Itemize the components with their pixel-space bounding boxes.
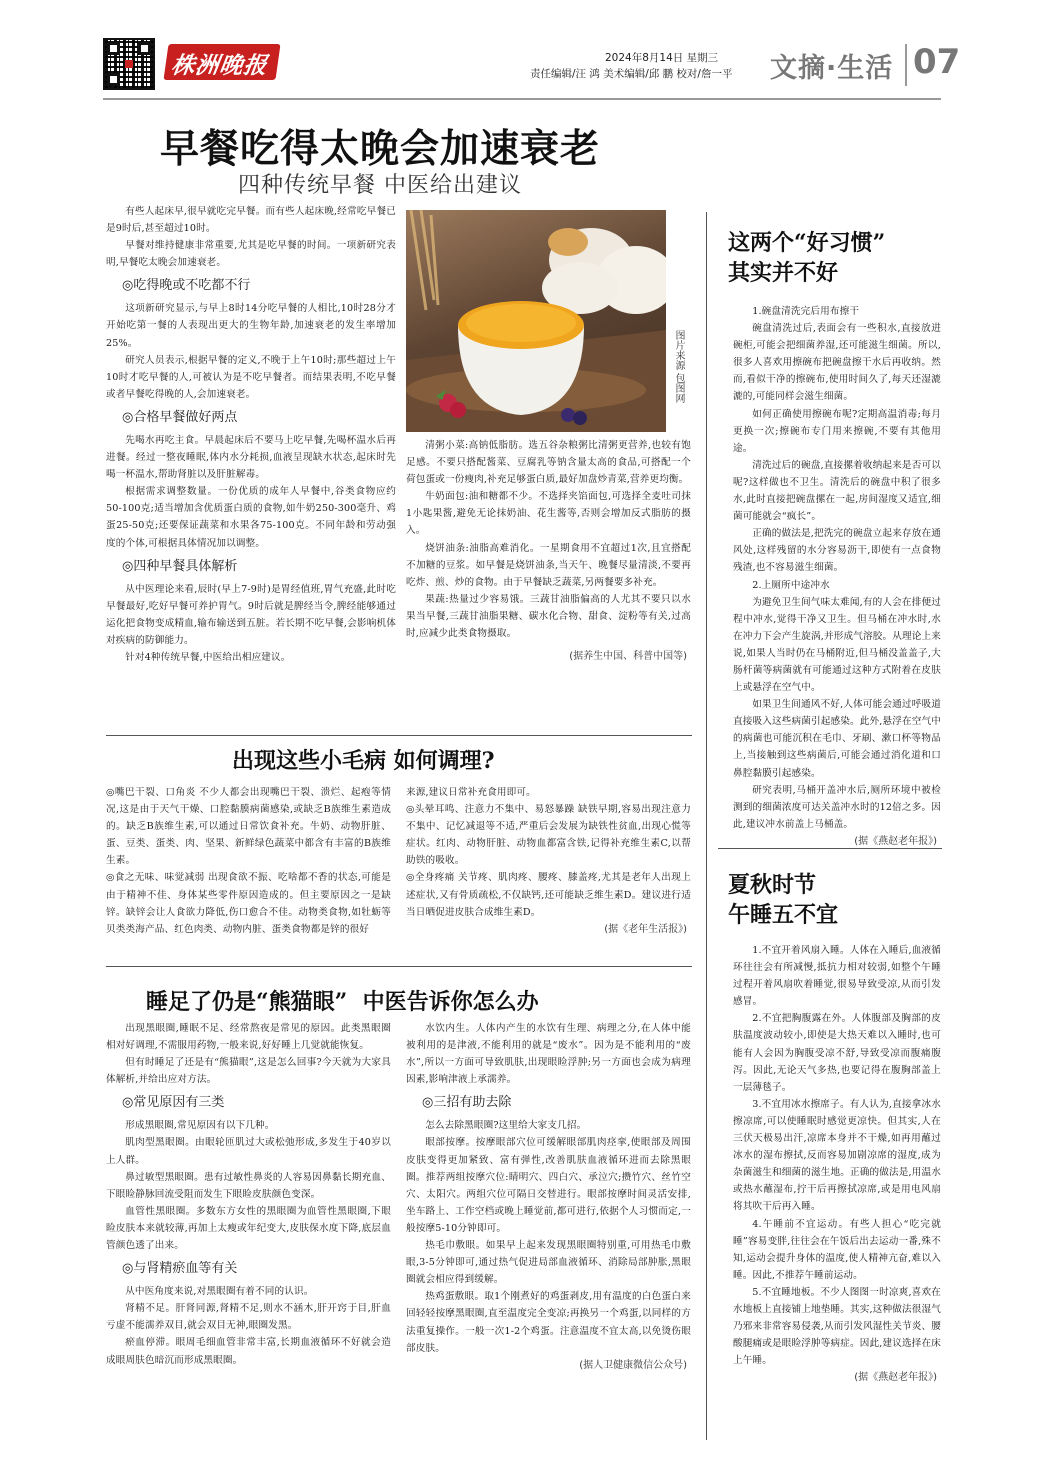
section-heading: ◎合格早餐做好两点 bbox=[122, 409, 238, 425]
section-paragraph: 肾精不足。肝肾同源,肾精不足,则水不涵木,肝开窍于目,肝血亏虚不能濡养双目,就会双目无神,眼圈发黑。 bbox=[106, 1303, 391, 1332]
sidebar-paragraph: 如果卫生间通风不好,人体可能会通过呼吸道直接吸入这些病菌引起感染。此外,悬浮在空气中的病菌也可能沉积在毛巾、牙刷、漱口杯等物品上,当接触到这些病菌后,可能会通过消化道和口鼻腔黏膜引起感染。 bbox=[733, 699, 941, 779]
main-article-subtitle: 四种传统早餐 中医给出建议 bbox=[238, 173, 522, 198]
article-divider bbox=[106, 966, 692, 967]
article2-column-1 bbox=[106, 784, 391, 938]
main-article-column-1 bbox=[106, 203, 396, 666]
section-heading: ◎三招有助去除 bbox=[422, 1095, 512, 1111]
main-article-title: 早餐吃得太晚会加速衰老 bbox=[160, 127, 601, 172]
ailment-paragraph: ◎食之无味、味觉减弱 出现食欲不振、吃啥都不香的状态,可能是由于精神不佳、身体某些零件原因造成的。但主要原因之一是缺锌。缺锌会让人食欲力降低,伤口愈合不佳。动物类食物,如牡蛎等贝类类海产品、红色肉类、动物内脏、蛋类食物都是锌的很好 bbox=[106, 872, 391, 935]
sidebar1-title-line1: 这两个“好习惯” bbox=[728, 230, 886, 256]
masthead-rule bbox=[103, 98, 941, 100]
newspaper-logo-text: 株洲晚报 bbox=[169, 52, 270, 79]
article2-title: 出现这些小毛病 如何调理? bbox=[232, 748, 495, 774]
main-article-source: (据养生中国、科普中国等) bbox=[569, 651, 687, 663]
ailment-paragraph: 来源,建议日常补充食用即可。 bbox=[406, 787, 536, 798]
section-paragraph: 瘀血停滞。眼周毛细血管非常丰富,长期血液循环不好就会造成眼周肤色暗沉而形成黑眼圈。 bbox=[106, 1337, 391, 1366]
section-paragraph: 水饮内生。人体内产生的水饮有生理、病理之分,在人体中能被利用的是津液,不能利用的就是“废水”。因为是不能利用的“废水”,所以一方面可导致肌肤,出现眼睑浮肿;另一方面也会成为病理因素,影响津液上承濡养。 bbox=[406, 1023, 691, 1086]
breakfast-type-paragraph: 烧饼油条:油脂高难消化。一星期食用不宜超过1次,且宜搭配不加糖的豆浆。如早餐是烧饼油条,当天午、晚餐尽量清淡,不要再吃炸、煎、炒的食物。由于早餐缺乏蔬菜,另两餐要多补充。 bbox=[406, 542, 691, 588]
sidebar-paragraph: 1.不宜开着风扇入睡。人体在入睡后,血液循环往往会有所减慢,抵抗力相对较弱,如整个午睡过程开着风扇吹着睡觉,很易导致受凉,从而引发感冒。 bbox=[733, 945, 941, 1008]
sidebar-paragraph: 4.午睡前不宜运动。有些人担心“吃完就睡”容易变胖,往往会在午饭后出去运动一番,殊不知,运动会提升身体的温度,使人精神亢奋,难以入睡。因此,不推荐午睡前运动。 bbox=[733, 1218, 941, 1281]
sidebar-paragraph: 正确的做法是,把洗完的碗盘立起来存放在通风处,这样残留的水分容易沥干,即使有一点食物残渣,也不容易滋生细菌。 bbox=[733, 528, 941, 574]
intro-paragraph: 有些人起床早,很早就吃完早餐。而有些人起床晚,经常吃早餐已是9时后,甚至超过10时。 bbox=[106, 206, 396, 235]
sidebar-divider bbox=[718, 848, 942, 849]
sidebar-paragraph: 如何正确使用擦碗布呢?定期高温消毒;每月更换一次;擦碗布专门用来擦碗,不要有其他用途。 bbox=[733, 408, 941, 454]
sidebar-paragraph: 5.不宜睡地板。不少人图图一时凉爽,喜欢在水地板上直接铺上地垫睡。其实,这种做法很湿气乃邪来非常容易侵袭,从而引发风湿性关节炎、腰酸腿痛或是眼睑浮肿等病症。因此,建议选择在床上午睡。 bbox=[733, 1286, 941, 1367]
section-heading: ◎四种早餐具体解析 bbox=[122, 558, 238, 574]
masthead-divider bbox=[905, 44, 907, 86]
ailment-paragraph: ◎头晕耳鸣、注意力不集中、易怒暴躁 缺铁早期,容易出现注意力不集中、记忆减退等不适,严重后会发展为缺铁性贫血,出现心慌等症状。红肉、动物肝脏、动物血都富含铁,记得补充维生素C,以帮助铁的吸收。 bbox=[406, 804, 691, 867]
ailment-paragraph: ◎嘴巴干裂、口角炎 不少人都会出现嘴巴干裂、溃烂、起疱等情况,这是由于天气干燥、口腔黏膜病菌感染,或缺乏B族维生素造成的。缺乏B族维生素,可以通过日常饮食补充。牛奶、动物肝脏、蛋、豆类、蛋类、肉、坚果、新鲜绿色蔬菜中都含有丰富的B族维生素。 bbox=[106, 787, 391, 867]
breakfast-photo bbox=[406, 210, 666, 432]
sidebar2-body bbox=[733, 942, 941, 1387]
section-paragraph: 怎么去除黑眼圈?这里给大家支几招。 bbox=[425, 1120, 587, 1132]
sidebar2-title-line2: 午睡五不宜 bbox=[728, 902, 839, 928]
breakfast-type-paragraph: 牛奶面包:油和糖都不少。不选择夹馅面包,可选择全麦吐司抹1小匙果酱,避免无论抹奶油、花生酱等,否则会增加反式脂肪的摄入。 bbox=[406, 491, 691, 537]
newspaper-logo bbox=[163, 44, 280, 80]
breakfast-type-paragraph: 清粥小菜:高钠低脂肪。选五谷杂粮粥比清粥更营养,也较有饱足感。不要只搭配酱菜、豆腐乳等钠含量太高的食品,可搭配一个荷包蛋或一份瘦肉,补充足够蛋白质,最好加盘炒青菜,营养更均衡。 bbox=[406, 440, 691, 486]
sidebar2-source: (据《燕赵老年报》) bbox=[854, 1372, 937, 1384]
breakfast-type-paragraph: 果蔬:热量过少容易饿。三蔬甘油脂偏高的人尤其不要只以水果当早餐,三蔬甘油脂果糖、碳水化合物、甜食、淀粉等有关,过高时,应减少此类食物摄取。 bbox=[406, 593, 691, 640]
sidebar2-title-line1: 夏秋时节 bbox=[728, 872, 817, 898]
section-paragraph: 根据需求调整数量。一份优质的成年人早餐中,谷类食物应约50-100克;适当增加含优质蛋白质的食物,如牛奶250-300毫升、鸡蛋25-50克;还要保证蔬菜和水果各75-100克。不同年龄和劳动强度的个体,可根据具体情况加以调整。 bbox=[106, 486, 396, 549]
article3-source: (据人卫健康微信公众号) bbox=[579, 1359, 687, 1371]
sidebar-paragraph: 研究表明,马桶开盖冲水后,厕所环境中被检测到的细菌浓度可达关盖冲水时的12倍之多。因此,建议冲水前盖上马桶盖。 bbox=[733, 784, 941, 830]
sidebar-paragraph: 3.不宜用冰水擦席子。有人认为,直接拿冰水擦凉席,可以使睡眠时感觉更凉快。但其实,人在三伏天极易出汗,凉席本身并不干燥,如再用蘸过冰水的湿布擦拭,反而容易加剧凉席的湿度,成为杂菌滋生和细菌的滋生地。正确的做法是,用温水或热水蘸湿布,拧干后再擦拭凉席,或是用电风扇将其吹干后再入睡。 bbox=[733, 1098, 941, 1213]
article3-title: 睡足了仍是“熊猫眼” 中医告诉你怎么办 bbox=[146, 989, 539, 1015]
section-paragraph: 从中医理论来看,辰时(早上7-9时)是胃经值班,胃气充盛,此时吃早餐最好,吃好早餐可养护胃气。9时后就是脾经当令,脾经能够通过运化把食物变成精血,输布输送到五脏。若长期不吃早餐,会影响机体对疾病的防御能力。 bbox=[106, 583, 396, 646]
section-paragraph: 这项新研究显示,与早上8时14分吃早餐的人相比,10时28分才开始吃第一餐的人表现出更大的生物年龄,加速衰老的发生率增加25%。 bbox=[106, 303, 396, 349]
section-paragraph: 眼部按摩。按摩眼部穴位可缓解眼部肌肉痉挛,使眼部及周围皮肤变得更加紧致、富有弹性,改善肌肤血液循环进而去除黑眼圈。推荐两组按摩穴位:睛明穴、四白穴、承泣穴;攒竹穴、丝竹空穴、太阳穴。两组穴位可隔日交替进行。眼部按摩时间灵活安排,坐车路上、工作空档或晚上睡觉前,都可进行,依据个人习惯而定,一般按摩5-10分钟即可。 bbox=[406, 1137, 691, 1234]
section-paragraph: 肌肉型黑眼圈。由眼轮匝肌过大或松弛形成,多发生于40岁以上人群。 bbox=[106, 1137, 391, 1166]
right-column-divider bbox=[706, 212, 707, 1440]
section-paragraph: 血管性黑眼圈。多数东方女性的黑眼圈为血管性黑眼圈,下眼睑皮肤本来就较薄,再加上太瘦或年纪变大,皮肤保水度下降,底层血管颜色透了出来。 bbox=[106, 1205, 391, 1252]
sidebar-paragraph: 为避免卫生间气味太难闻,有的人会在排便过程中冲水,觉得干净又卫生。但马桶在冲水时,水在冲力下会产生旋涡,并形成气溶胶。从理论上来说,如果人当时仍在马桶附近,但马桶没盖盖子,大肠杆菌等病菌就有可能通过这种方式附着在皮肤上或悬浮在空气中。 bbox=[733, 596, 941, 694]
section-name: 文摘·生活 bbox=[770, 53, 894, 84]
main-article-column-2 bbox=[406, 437, 691, 666]
intro-paragraph: 出现黑眼圈,睡眠不足、经常熬夜是常见的原因。此类黑眼圈相对好调理,不需服用药物,一般来说,好好睡上几觉就能恢复。 bbox=[106, 1023, 391, 1052]
section-heading: ◎吃得晚或不吃都不行 bbox=[122, 278, 251, 294]
breakfast-illustration bbox=[406, 210, 666, 432]
page-number: 07 bbox=[913, 42, 961, 82]
section-paragraph: 鼻过敏型黑眼圈。患有过敏性鼻炎的人容易因鼻黏长期充血、下眼睑静脉回流受阻而发生下眼睑皮肤颜色变深。 bbox=[106, 1171, 391, 1200]
editors-line: 责任编辑/汪 鸿 美术编辑/邱 鹏 校对/詹一平 bbox=[530, 68, 733, 80]
section-paragraph: 研究人员表示,根据早餐的定义,不晚于上午10时;那些超过上午10时才吃早餐的人,可被认为是不吃早餐者。而结果表明,不吃早餐或者早餐吃得晚的人,会加速衰老。 bbox=[106, 354, 396, 400]
section-paragraph: 热毛巾敷眼。如果早上起来发现黑眼圈特别重,可用热毛巾敷眼,3-5分钟即可,通过热气促进局部血液循环、消除局部肿胀,黑眼圈就会相应得到缓解。 bbox=[406, 1240, 691, 1286]
article-divider bbox=[106, 735, 692, 736]
sidebar-paragraph: 1.碗盘清洗完后用布擦干 bbox=[752, 306, 860, 317]
section-paragraph: 先喝水再吃主食。早晨起床后不要马上吃早餐,先喝杯温水后再进餐。经过一整夜睡眠,体内水分耗损,血液呈现缺水状态,起床时先喝一杯温水,帮助肾脏以及肝脏解毒。 bbox=[106, 434, 396, 481]
date-line: 2024年8月14日 星期三 bbox=[605, 52, 719, 64]
sidebar-paragraph: 2.上厕所中途冲水 bbox=[752, 579, 830, 591]
sidebar-paragraph: 碗盘清洗过后,表面会有一些积水,直接放进碗柜,可能会把细菌养湿,还可能滋生细菌。所以,很多人喜欢用擦碗布把碗盘擦干水后再收纳。然而,看似干净的擦碗布,使用时间久了,每天还湿漉漉的,可能同样会滋生细菌。 bbox=[733, 323, 941, 403]
section-paragraph: 热鸡蛋敷眼。取1个刚煮好的鸡蛋剥皮,用有温度的白色蛋白来回轻轻按摩黑眼圈,直至温度完全变凉;再换另一个鸡蛋,以同样的方法重复操作。一般一次1-2个鸡蛋。注意温度不宜太高,以免烫伤眼部皮肤。 bbox=[406, 1291, 691, 1354]
article2-source: (据《老年生活报》) bbox=[604, 923, 687, 935]
photo-credit: 图片来源 包图网 bbox=[673, 330, 684, 404]
section-heading: ◎常见原因有三类 bbox=[122, 1095, 225, 1111]
section-paragraph: 从中医角度来说,对黑眼圈有着不同的认识。 bbox=[125, 1286, 314, 1298]
intro-paragraph: 但有时睡足了还是有“熊猫眼”,这是怎么回事?今天就为大家具体解析,并给出应对方法。 bbox=[106, 1057, 391, 1086]
ailment-paragraph: ◎全身疼痛 关节疼、肌肉疼、腰疼、膝盖疼,尤其是老年人出现上述症状,又有骨质疏松,不仅缺钙,还可能缺乏维生素D。建议进行适当日晒促进皮肤合成维生素D。 bbox=[406, 872, 691, 918]
article3-column-1 bbox=[106, 1020, 391, 1369]
section-heading: ◎与肾精瘀血等有关 bbox=[122, 1261, 238, 1277]
qr-code bbox=[103, 38, 155, 90]
intro-paragraph: 早餐对维持健康非常重要,尤其是吃早餐的时间。一项新研究表明,早餐吃太晚会加速衰老。 bbox=[106, 240, 396, 269]
section-paragraph: 形成黑眼圈,常见原因有以下几种。 bbox=[125, 1120, 275, 1132]
section-paragraph: 针对4种传统早餐,中医给出相应建议。 bbox=[125, 651, 291, 663]
article2-column-2 bbox=[406, 784, 691, 939]
sidebar-paragraph: 2.不宜把胸腹露在外。人体腹部及胸部的皮肤温度波动较小,即使是大热天难以入睡时,也可能有人会因为胸腹受凉不舒,导致受凉而腹痛腹泻。因此,无论天气多热,也要记得在腹胸部盖上一层薄毯子。 bbox=[733, 1013, 941, 1093]
sidebar-paragraph: 清洗过后的碗盘,直接摞着收纳起来是否可以呢?这样做也不卫生。清洗后的碗盘中积了很多水,此时直接把碗盘摞在一起,房间湿度又适宜,细菌可能就会“疯长”。 bbox=[733, 459, 941, 523]
article3-column-2 bbox=[406, 1020, 691, 1375]
sidebar1-title-line2: 其实并不好 bbox=[728, 260, 839, 286]
sidebar1-source: (据《燕赵老年报》) bbox=[854, 835, 937, 847]
sidebar1-body bbox=[733, 303, 941, 851]
